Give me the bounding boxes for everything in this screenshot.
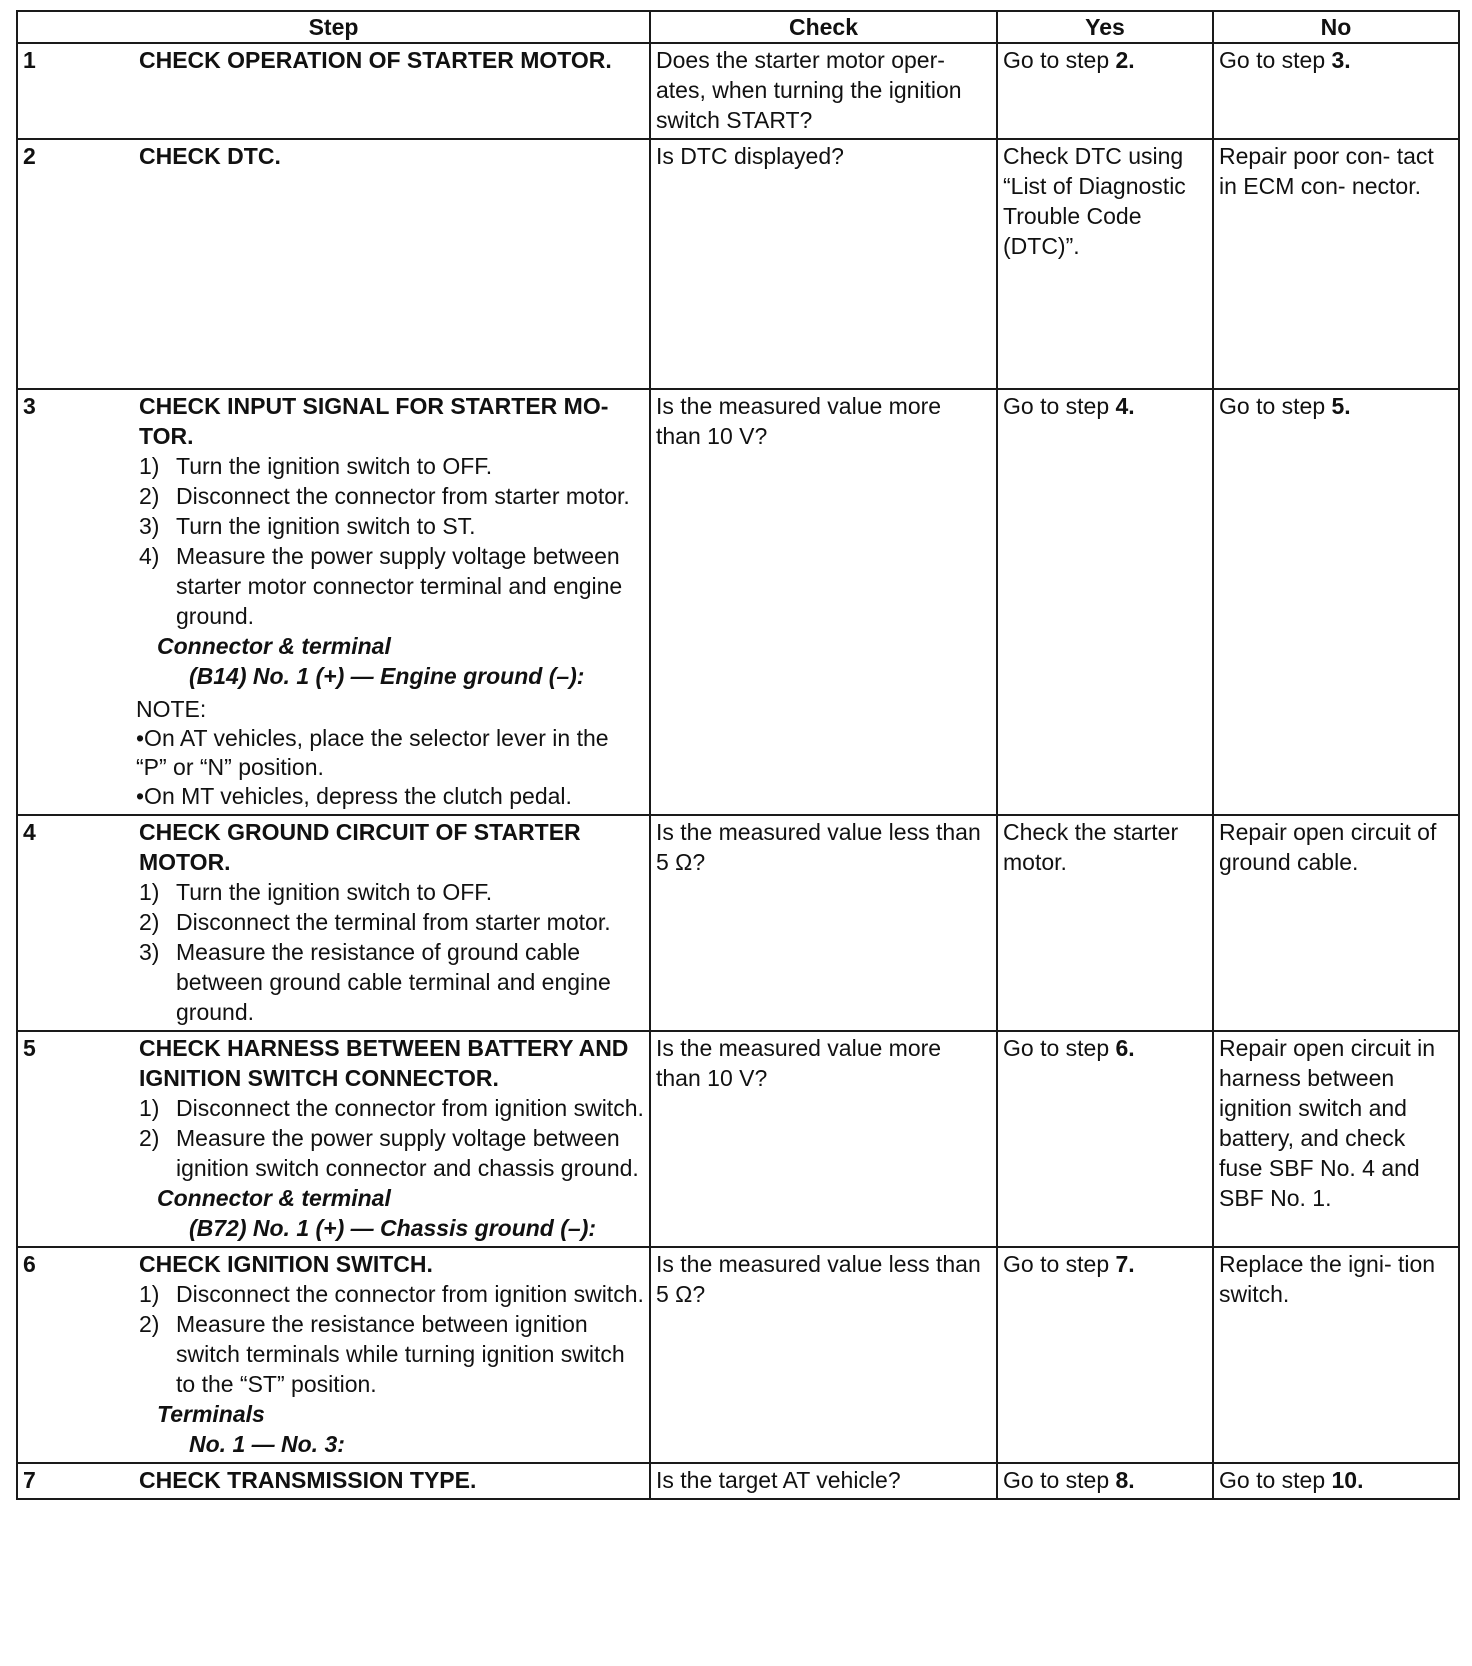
list-item: 2) Disconnect the terminal from starter motor.: [139, 909, 611, 935]
note-line: •On MT vehicles, depress the clutch pedal.: [136, 783, 572, 809]
note-line: •On AT vehicles, place the selector lever in the “P” or “N” position.: [136, 725, 609, 780]
no-step-link[interactable]: 3.: [1331, 47, 1351, 73]
step-title: CHECK IGNITION SWITCH.: [139, 1251, 433, 1277]
step-number: 1: [23, 47, 36, 73]
step-title: CHECK GROUND CIRCUIT OF STARTER MOTOR.: [139, 819, 581, 875]
yes-cell: [997, 389, 1213, 815]
diagnostic-table: [16, 10, 1460, 1500]
no-text: Go to step: [1219, 47, 1332, 73]
list-item: 4) Measure the power supply voltage between starter motor connector terminal and engine ground.: [139, 543, 623, 629]
yes-step-link[interactable]: 7.: [1115, 1251, 1135, 1277]
yes-cell: Check DTC using “List of Diagnostic Trouble Code (DTC)”.: [997, 139, 1213, 389]
yes-text: Go to step: [1003, 47, 1116, 73]
note-title: NOTE:: [136, 696, 207, 722]
table-row-step-7: [17, 1463, 1459, 1499]
yes-cell: [997, 1463, 1213, 1499]
header-step: Step: [17, 11, 650, 43]
step-number: 2: [23, 143, 36, 169]
yes-cell: [997, 1247, 1213, 1463]
header-no: No: [1213, 11, 1459, 43]
connector-terminal-value: (B14) No. 1 (+) — Engine ground (–):: [189, 663, 585, 689]
step-number: 7: [23, 1467, 36, 1493]
check-cell: Is the target AT vehicle?: [650, 1463, 997, 1499]
step-title: CHECK OPERATION OF STARTER MOTOR.: [139, 47, 612, 73]
yes-text: Go to step: [1003, 1251, 1116, 1277]
list-item: 2) Measure the power supply voltage between ignition switch connector and chassis ground.: [139, 1125, 639, 1181]
step-cell: [17, 815, 650, 1031]
table-row-step-5: [17, 1031, 1459, 1247]
yes-step-link[interactable]: 4.: [1115, 393, 1135, 419]
no-cell: Replace the igni- tion switch.: [1213, 1247, 1459, 1463]
connector-terminal-label: Connector & terminal: [157, 1185, 391, 1211]
note-block: [136, 695, 644, 811]
check-cell: Does the starter motor oper- ates, when turning the ignition switch START?: [650, 43, 997, 139]
terminals-label: Terminals: [157, 1401, 265, 1427]
step-cell: [17, 1031, 650, 1247]
no-text: Go to step: [1219, 1467, 1332, 1493]
table-row-step-4: [17, 815, 1459, 1031]
list-item: 3) Turn the ignition switch to ST.: [139, 513, 476, 539]
list-item: 1) Disconnect the connector from ignition switch.: [139, 1095, 644, 1121]
step-number: 4: [23, 819, 36, 845]
check-cell: Is the measured value more than 10 V?: [650, 1031, 997, 1247]
no-cell: Repair open circuit in harness between ignition switch and battery, and check fuse SBF No. 4 and SBF No. 1.: [1213, 1031, 1459, 1247]
table-row-step-1: [17, 43, 1459, 139]
check-cell: Is the measured value more than 10 V?: [650, 389, 997, 815]
yes-cell: [997, 1031, 1213, 1247]
yes-text: Go to step: [1003, 393, 1116, 419]
table-row-step-2: [17, 139, 1459, 389]
connector-terminal-value: (B72) No. 1 (+) — Chassis ground (–):: [189, 1215, 597, 1241]
table-row-step-3: [17, 389, 1459, 815]
list-item: 1) Disconnect the connector from ignition switch.: [139, 1281, 644, 1307]
check-cell: Is DTC displayed?: [650, 139, 997, 389]
no-step-link[interactable]: 5.: [1331, 393, 1351, 419]
yes-step-link[interactable]: 2.: [1115, 47, 1135, 73]
substep-list: [139, 877, 644, 1027]
connector-terminal-label: Connector & terminal: [157, 633, 391, 659]
step-number: 3: [23, 393, 36, 419]
step-title: CHECK DTC.: [139, 143, 281, 169]
step-cell: [17, 139, 650, 389]
list-item: 1) Turn the ignition switch to OFF.: [139, 879, 493, 905]
yes-text: Go to step: [1003, 1467, 1116, 1493]
step-number: 6: [23, 1251, 36, 1277]
step-cell: [17, 389, 650, 815]
yes-step-link[interactable]: 6.: [1115, 1035, 1135, 1061]
header-check: Check: [650, 11, 997, 43]
substep-list: [139, 1093, 644, 1183]
no-cell: [1213, 389, 1459, 815]
substep-list: [139, 1279, 644, 1399]
step-cell: [17, 43, 650, 139]
step-title: CHECK HARNESS BETWEEN BATTERY AND IGNITION SWITCH CONNECTOR.: [139, 1035, 629, 1091]
diagnostic-procedure-sheet: [16, 10, 1458, 1500]
yes-cell: Check the starter motor.: [997, 815, 1213, 1031]
no-cell: Repair open circuit of ground cable.: [1213, 815, 1459, 1031]
yes-text: Go to step: [1003, 1035, 1116, 1061]
check-cell: Is the measured value less than 5 Ω?: [650, 815, 997, 1031]
list-item: 1) Turn the ignition switch to OFF.: [139, 453, 493, 479]
yes-step-link[interactable]: 8.: [1115, 1467, 1135, 1493]
yes-cell: [997, 43, 1213, 139]
no-text: Go to step: [1219, 393, 1332, 419]
step-title: CHECK TRANSMISSION TYPE.: [139, 1467, 477, 1493]
no-step-link[interactable]: 10.: [1331, 1467, 1364, 1493]
header-yes: Yes: [997, 11, 1213, 43]
list-item: 2) Disconnect the connector from starter motor.: [139, 483, 630, 509]
step-cell: [17, 1247, 650, 1463]
list-item: 3) Measure the resistance of ground cable between ground cable terminal and engine ground.: [139, 939, 611, 1025]
terminals-value: No. 1 — No. 3:: [189, 1431, 345, 1457]
step-title: CHECK INPUT SIGNAL FOR STARTER MO- TOR.: [139, 393, 609, 449]
no-cell: [1213, 1463, 1459, 1499]
table-row-step-6: [17, 1247, 1459, 1463]
list-item: 2) Measure the resistance between ignition switch terminals while turning ignition switch to the “ST” position.: [139, 1311, 625, 1397]
no-cell: [1213, 43, 1459, 139]
substep-list: [139, 451, 644, 631]
step-number: 5: [23, 1035, 36, 1061]
table-header-row: [17, 11, 1459, 43]
no-cell: Repair poor con- tact in ECM con- nector.: [1213, 139, 1459, 389]
check-cell: Is the measured value less than 5 Ω?: [650, 1247, 997, 1463]
step-cell: [17, 1463, 650, 1499]
